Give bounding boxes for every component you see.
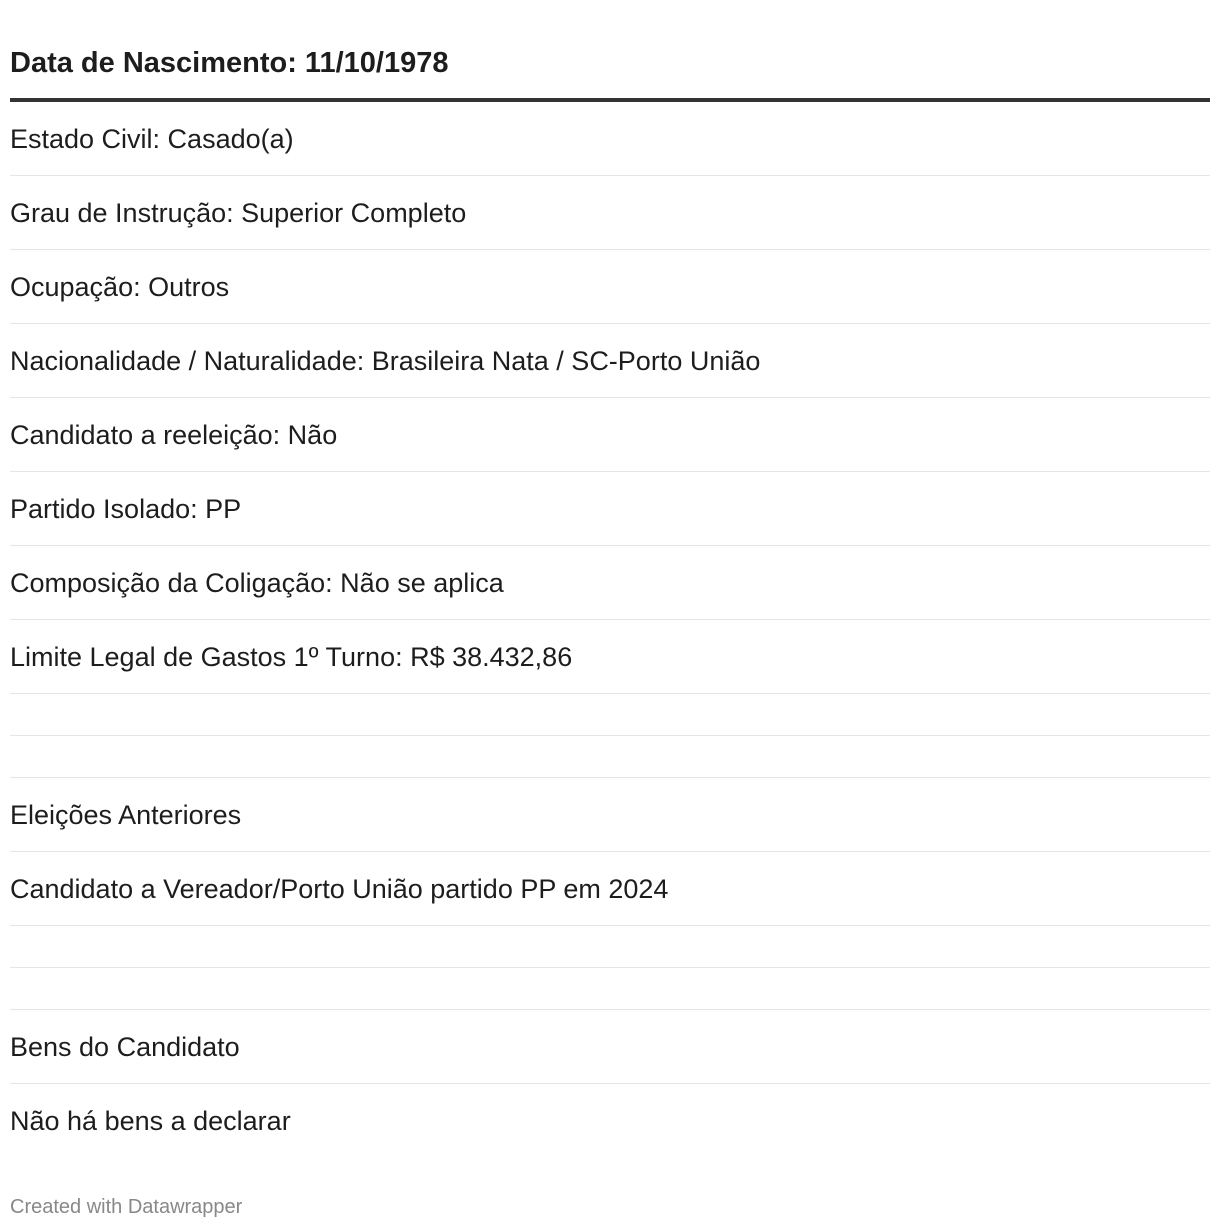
- table-row-partido: [10, 472, 1210, 546]
- table-row-empty: [10, 736, 1210, 778]
- table-row-bens-titulo: [10, 1010, 1210, 1084]
- table-cell: Estado Civil: Casado(a): [10, 124, 294, 154]
- table-row-coligacao: [10, 546, 1210, 620]
- table-cell: Ocupação: Outros: [10, 272, 230, 302]
- table-cell: Não há bens a declarar: [10, 1106, 291, 1136]
- table-cell: Eleições Anteriores: [10, 800, 242, 830]
- table-row-empty: [10, 968, 1210, 1010]
- table-row-estado-civil: [10, 102, 1210, 176]
- table-row-candidatura-anterior: [10, 852, 1210, 926]
- table-cell: Grau de Instrução: Superior Completo: [10, 198, 467, 228]
- table-row-bens: [10, 1084, 1210, 1158]
- table-row-limite-gastos: [10, 620, 1210, 694]
- table-row-empty: [10, 926, 1210, 968]
- table-cell: Bens do Candidato: [10, 1032, 240, 1062]
- table-cell: Partido Isolado: PP: [10, 494, 242, 524]
- table-cell: Nacionalidade / Naturalidade: Brasileira Nata / SC-Porto União: [10, 346, 761, 376]
- table-header-title: Data de Nascimento: 11/10/1978: [10, 47, 449, 79]
- table-cell: Composição da Coligação: Não se aplica: [10, 568, 504, 598]
- table-cell: Candidato a Vereador/Porto União partido PP em 2024: [10, 874, 669, 904]
- table-cell: Candidato a reeleição: Não: [10, 420, 338, 450]
- table-cell: Limite Legal de Gastos 1º Turno: R$ 38.432,86: [10, 642, 573, 672]
- table-row-ocupacao: [10, 250, 1210, 324]
- table-row-grau-instrucao: [10, 176, 1210, 250]
- table-row-reeleicao: [10, 398, 1210, 472]
- table-row-eleicoes-anteriores: [10, 778, 1210, 852]
- table-row-nacionalidade: [10, 324, 1210, 398]
- table-row-empty: [10, 694, 1210, 736]
- table-header: [10, 0, 1210, 102]
- data-table: [10, 0, 1210, 1158]
- datawrapper-credit: Created with Datawrapper: [10, 1196, 243, 1218]
